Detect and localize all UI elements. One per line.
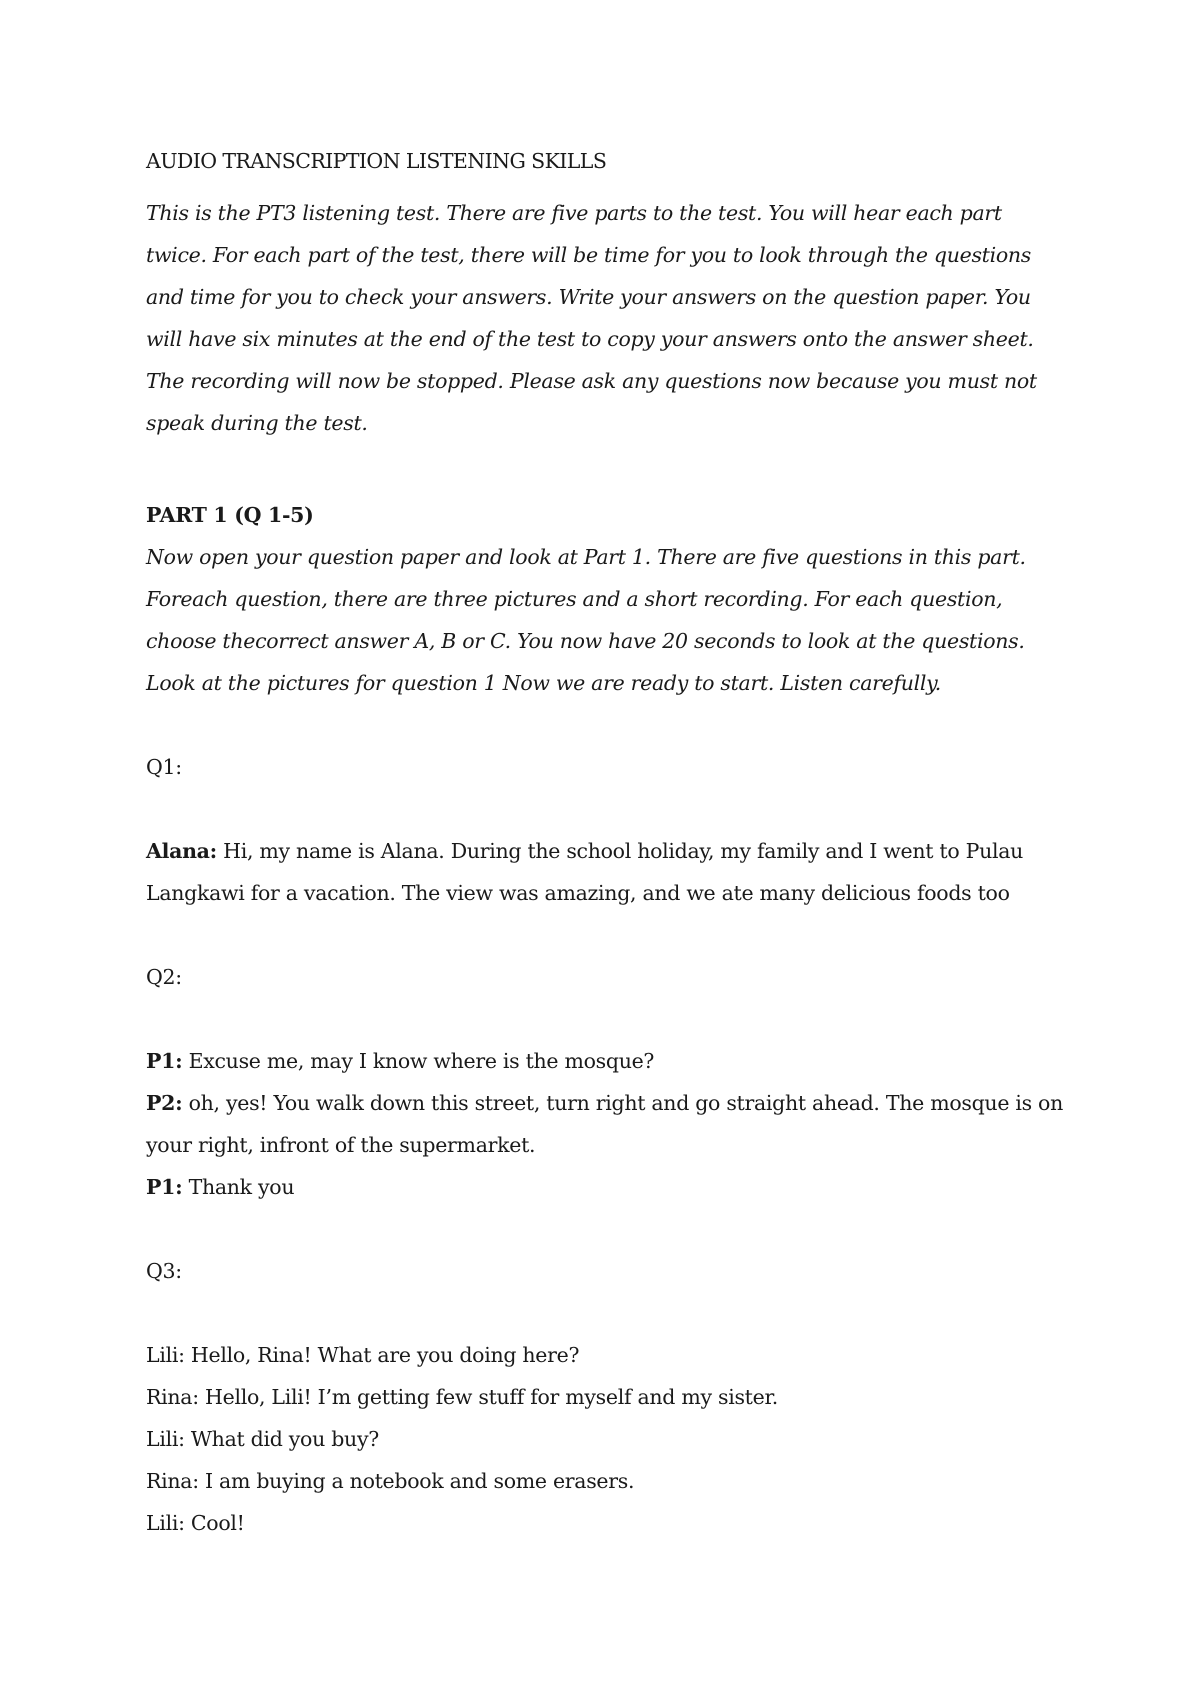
dialogue-text: Thank you [182,1175,295,1199]
dialogue-line [146,1082,1066,1166]
part-1-heading: PART 1 (Q 1-5) [146,503,314,527]
document-title: AUDIO TRANSCRIPTION LISTENING SKILLS [146,149,607,173]
dialogue-line [146,1040,1066,1082]
dialogue-line: Lili: What did you buy? [146,1427,379,1451]
dialogue-text: Hi, my name is Alana. During the school holiday, my family and I went to Pulau Langkawi for a vacation. The view was amazing, and we ate many delicious foods too [146,839,1024,905]
question-2-label: Q2: [146,965,182,989]
dialogue-text: Excuse me, may I know where is the mosque? [182,1049,655,1073]
speaker-name: P1: [146,1175,183,1199]
question-1-label: Q1: [146,755,182,779]
dialogue-line [146,830,1066,914]
question-3-label: Q3: [146,1259,182,1283]
document-page [146,140,1066,1544]
dialogue-line: Lili: Cool! [146,1511,245,1535]
dialogue-line [146,1166,1066,1208]
question-1-transcript [146,830,1066,914]
speaker-name: P2: [146,1091,183,1115]
speaker-name: P1: [146,1049,183,1073]
question-3-transcript [146,1334,1066,1544]
intro-paragraph: This is the PT3 listening test. There are five parts to the test. You will hear each part twice. For each part of the test, there will be time for you to look through the questions and time for you to check your answers. Write your answers on the question paper. You will have six minutes at the end of the test to copy your answers onto the answer sheet. The recording will now be stopped. Please ask any questions now because you must not speak during the test. [146,201,1037,435]
dialogue-line: Lili: Hello, Rina! What are you doing here? [146,1343,580,1367]
dialogue-text: oh, yes! You walk down this street, turn right and go straight ahead. The mosque is on your right, infront of the supermarket. [146,1091,1064,1157]
dialogue-line: Rina: I am buying a notebook and some erasers. [146,1469,635,1493]
question-2-transcript [146,1040,1066,1208]
part-1-instructions: Now open your question paper and look at Part 1. There are five questions in this part. Foreach question, there are three pictures and a short recording. For each question, choose thecorrect answer A, B or C. You now have 20 seconds to look at the questions. Look at the pictures for question 1 Now we are ready to start. Listen carefully. [146,545,1026,695]
dialogue-line: Rina: Hello, Lili! I’m getting few stuff for myself and my sister. [146,1385,778,1409]
speaker-name: Alana: [146,839,217,863]
